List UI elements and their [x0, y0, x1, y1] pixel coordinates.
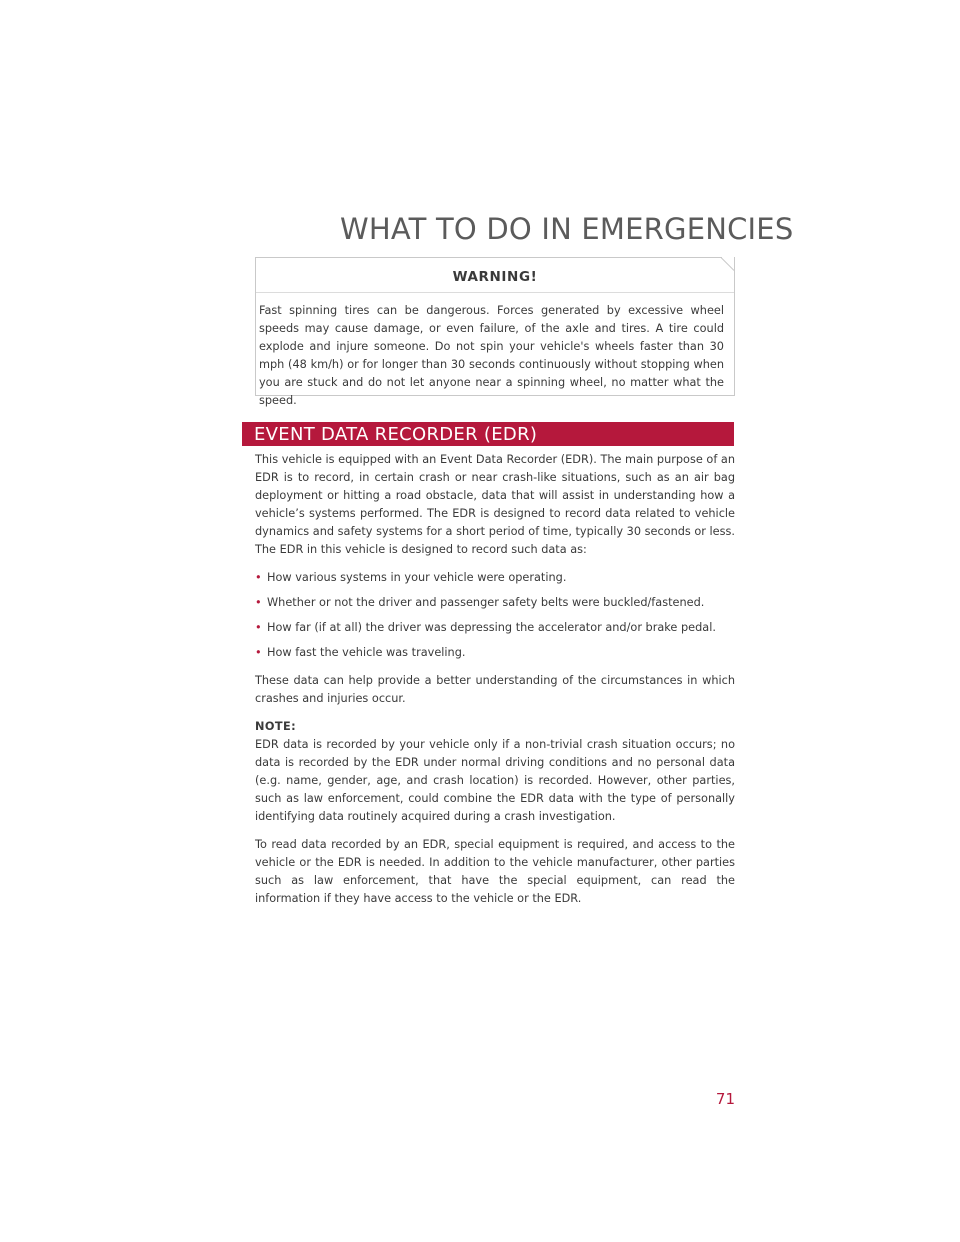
edr-intro-paragraph: This vehicle is equipped with an Event Data Recorder (EDR). The main purpose of an EDR is to record, in certain crash or near crash-like situations, such as an air bag deployment or hitting a road obstacle, data that will assist in understanding how a vehicle’s systems performed. The EDR is designed to record data related to vehicle dynamics and safety systems for a short period of time, typically 30 seconds or less. The EDR in this vehicle is designed to record such data as:: [255, 453, 735, 556]
warning-box: [255, 257, 735, 407]
warning-box-top-border: [256, 257, 722, 258]
list-item-text: How various systems in your vehicle were operating.: [267, 571, 567, 584]
edr-heading: EVENT DATA RECORDER (EDR): [254, 424, 538, 445]
section-header: WHAT TO DO IN EMERGENCIES: [340, 212, 794, 246]
bullet-icon: •: [255, 621, 262, 634]
bullet-icon: •: [255, 646, 262, 659]
list-item: [255, 644, 735, 662]
page-number: 71: [715, 1090, 735, 1108]
list-item-text: How far (if at all) the driver was depressing the accelerator and/or brake pedal.: [267, 621, 716, 634]
edr-body: [255, 451, 735, 918]
edr-heading-banner: [242, 422, 734, 446]
bullet-icon: •: [255, 571, 262, 584]
edr-understanding-paragraph: These data can help provide a better understanding of the circumstances in which crashes and injuries occur.: [255, 674, 735, 705]
bullet-icon: •: [255, 596, 262, 609]
note-label: NOTE:: [255, 720, 296, 733]
warning-title: WARNING!: [452, 269, 538, 285]
warning-divider: [256, 292, 734, 293]
note-text: EDR data is recorded by your vehicle only if a non-trivial crash situation occurs; no data is recorded by the EDR under normal driving conditions and no personal data (e.g. name, gender, age, and crash location) is recorded. However, other parties, such as law enforcement, could combine the EDR data with the type of personally identifying data routinely acquired during a crash investigation.: [255, 738, 735, 823]
list-item-text: How fast the vehicle was traveling.: [267, 646, 466, 659]
edr-access-paragraph: To read data recorded by an EDR, special equipment is required, and access to the vehicle or the EDR is needed. In addition to the vehicle manufacturer, other parties such as law enforcement, that have the special equipment, can read the information if they have access to the vehicle or the EDR.: [255, 838, 735, 905]
warning-text: Fast spinning tires can be dangerous. Forces generated by excessive wheel speeds may cause damage, or even failure, of the axle and tires. A tire could explode and injure someone. Do not spin your vehicle's wheels faster than 30 mph (48 km/h) or for longer than 30 seconds continuously without stopping when you are stuck and do not let anyone near a spinning wheel, no matter what the speed.: [259, 304, 724, 407]
list-item: [255, 594, 735, 612]
list-item: [255, 619, 735, 637]
list-item-text: Whether or not the driver and passenger safety belts were buckled/fastened.: [267, 596, 705, 609]
edr-data-list: [255, 569, 735, 662]
list-item: [255, 569, 735, 587]
